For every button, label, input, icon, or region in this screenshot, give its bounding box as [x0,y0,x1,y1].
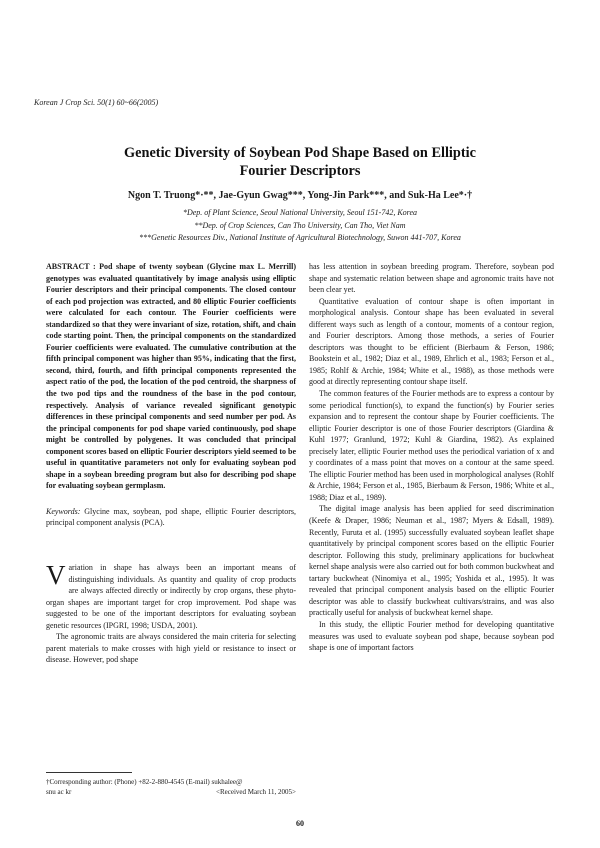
keywords [46,506,296,529]
affiliations [30,207,570,245]
footnote-email-tail: snu ac kr [46,788,72,796]
title-line-1: Genetic Diversity of Soybean Pod Shape Based on Elliptic [124,145,476,161]
received-date: <Received March 11, 2005> [216,788,296,796]
affiliation-3: ***Genetic Resources Div., National Institute of Agricultural Biotechnology, Suwon 441-707, Korea [139,233,461,242]
footnote-rule [46,772,132,773]
paper-title [30,144,570,180]
affiliation-1: *Dep. of Plant Science, Seoul National University, Seoul 151-742, Korea [182,208,418,217]
abstract-label: ABSTRACT : [46,262,96,271]
page-number: 60 [296,819,304,828]
title-line-2: Fourier Descriptors [239,163,361,179]
abstract [46,261,296,492]
abstract-text: Pod shape of twenty soybean (Glycine max L. Merrill) genotypes was evaluated quantitatively by image analysis using elliptic Fourier descriptors and their principal components. The closed contour of each pod projection was extracted, and 80 elliptic Fourier coefficients were calculated for each contour. The Fourier coefficients were standardized so that they were invariant of size, rotation, shift, and chain code starting point. Then, the principal components on the standardized Fourier coefficients were evaluated. The cumulative contribution at the fifth principal component was higher than 95%, indicating that the first, second, third, fourth, and fifth principal components represented the aspect ratio of the pod, the location of the pod centroid, the sharpness of the two pod tips and the roundness of the base in the pod contour, respectively. Analysis of variance revealed significant genotypic differences in these principal components and seed number per pod. As the principal components for pod shape varied continuously, pod shape might be controlled by polygenes. It was concluded that principal component scores based on elliptic Fourier descriptors yield seemed to be useful in quantitative parameters not only for evaluating soybean pod shape in a soybean breeding program but also for describing pod shape for evaluating soybean germplasm. [46,262,297,491]
footnote-line-2 [46,787,296,797]
intro-paragraph-1 [46,562,296,631]
intro-paragraph-2: The agronomic traits are always considered the main criteria for selecting parent materials to make crosses with high yield or resistance to insect or disease. However, pod shape [46,632,296,665]
footnote [46,777,296,797]
footnote-line-1: †Corresponding author: (Phone) +82-2-880-4545 (E-mail) sukhalee@ [46,778,243,786]
right-paragraph-1: has less attention in soybean breeding program. Therefore, soybean pod shape and systematic relation between shape and agronomic traits have not been clear yet. [309,262,554,295]
keywords-label: Keywords: [46,506,81,516]
right-paragraph-5: In this study, the elliptic Fourier method for developing quantitative measures was used to evaluate soybean pod shape, because soybean pod shape is one of important factors [309,619,554,653]
right-paragraph-2: Quantitative evaluation of contour shape is often important in morphological analysis. Contour shape has been evaluated in several different ways such as length of a contour, moments of a contour region, and Fourier descriptors. Among those methods, a series of Fourier descriptors was thought to be efficient (Bierbaum & Ferson, 1986; Bookstein et al., 1982; Diaz et al., 1989, Ehrlich et al., 1983; Ferson et al., 1985; Rohlf & Archie, 1984; White et al., 1988), as those methods were good at directly representing contour shape itself. [309,296,554,387]
journal-citation: Korean J Crop Sci. 50(1) 60~66(2005) [34,98,159,107]
authors: Ngon T. Truong*·**, Jae-Gyun Gwag***, Yong-Jin Park***, and Suk-Ha Lee*·† [127,190,473,201]
drop-cap: V [46,560,66,591]
right-paragraph-4: The digital image analysis has been applied for seed discrimination (Keefe & Draper, 1986; Neuman et al., 1987; Myers & Edsall, 1989). Recently, Furuta et al. (1995) successfully evaluated soybean leaflet shape quantitatively by principal component scores based on the elliptic Fourier descriptor. Following this study, preliminary applications for buckwheat kernel shape analysis were also carried out for both common buckwheat and tartary buckwheat (Ninomiya et al., 1995; Yoshida et al., 1995). It was revealed that principal component analysis based on the elliptic Fourier descriptor was able to classify buckwheat cultivars/strains, and was also practically useful for analysis of buckwheat kernel shape. [309,504,554,618]
right-column [309,261,554,654]
affiliation-2: **Dep. of Crop Sciences, Can Tho University, Can Tho, Viet Nam [194,220,406,230]
right-paragraph-3: The common features of the Fourier methods are to express a contour by some periodical function(s), to expand the function(s) by Fourier series expansion and to represent the contour shape by Fourier coefficients. The elliptic Fourier descriptor is one of those Fourier descriptors (Giardina & Kuhl 1977; Granlund, 1972; Kuhl & Giardina, 1982). As explained precisely later, elliptic Fourier method uses the periodical variation of x and y coordinates of a mass point that moves on a contour at the same speed. The elliptic Fourier method has been used in morphological analyses (Rohlf & Archie, 1984; Ferson et al., 1985, Bierbaum & Ferson, 1986; White et al., 1988; Diaz et al., 1989). [309,389,554,502]
keywords-text: Glycine max, soybean, pod shape, elliptic Fourier descriptors, principal component analysis (PCA). [46,506,296,528]
left-column [46,261,296,666]
intro-p1-text: ariation in shape has always been an important means of distinguishing individuals. As quantity and quality of crop products are always affected directly or indirectly by crop organs, these phyto-organ shapes are important target for crop improvement. Pod shape was suggested to be one of the important descriptors for evaluating soybean genetic resources (IPGRI, 1998; USDA, 2001). [46,563,296,630]
